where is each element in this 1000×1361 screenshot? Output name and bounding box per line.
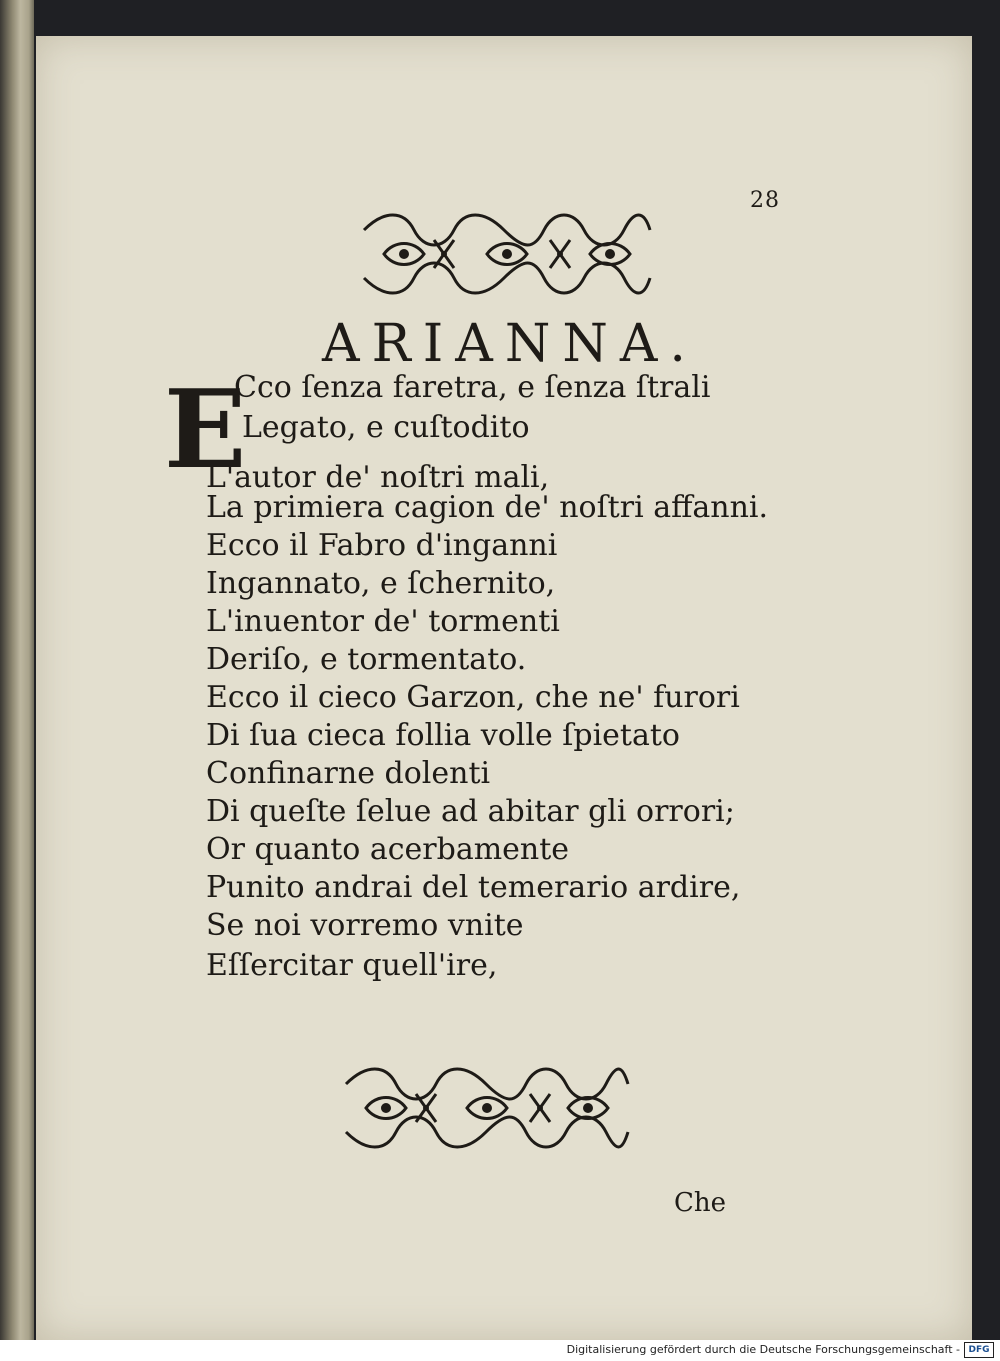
verse-line: L'inuentor de' tormenti: [206, 604, 560, 639]
footer-credit: Digitalisierung gefördert durch die Deutsche Forschungsgemeinschaft -: [566, 1343, 960, 1356]
verse-line: Di queſte ſelue ad abitar gli orrori;: [206, 794, 735, 829]
catchword: Che: [674, 1188, 727, 1218]
verse-line: Punito andrai del temerario ardire,: [206, 870, 741, 905]
dfg-logo: DFG: [964, 1342, 994, 1358]
verse-line: Ingannato, e ſchernito,: [206, 566, 556, 601]
verse-line: Ecco il Fabro d'inganni: [206, 528, 558, 563]
footer-bar: [0, 1340, 1000, 1361]
verse-line: Se noi vorremo vnite: [206, 908, 524, 943]
verse-line: Confinarne dolenti: [206, 756, 491, 791]
verse-line: Ecco il cieco Garzon, che ne' furori: [206, 680, 740, 715]
bottom-ornament: [338, 1064, 636, 1152]
book-gutter-edge: [0, 0, 34, 1340]
book-page: [36, 36, 972, 1340]
drop-cap-initial: E: [164, 367, 247, 493]
verse-line: La primiera cagion de' noſtri affanni.: [206, 490, 769, 525]
verse-line: L'autor de' noſtri mali,: [206, 460, 550, 495]
page-title: ARIANNA.: [322, 314, 698, 374]
verse-line: Deriſo, e tormentato.: [206, 642, 527, 677]
top-ornament: [354, 210, 660, 298]
page-number: 28: [750, 188, 780, 213]
verse-line: Legato, e cuſtodito: [242, 410, 530, 445]
verse-line: Or quanto acerbamente: [206, 832, 570, 867]
verse-line: Eſſercitar quell'ire,: [206, 948, 498, 983]
verse-line: Di ſua cieca follia volle ſpietato: [206, 718, 680, 753]
verse-line: Cco ſenza faretra, e ſenza ſtrali: [234, 370, 711, 405]
